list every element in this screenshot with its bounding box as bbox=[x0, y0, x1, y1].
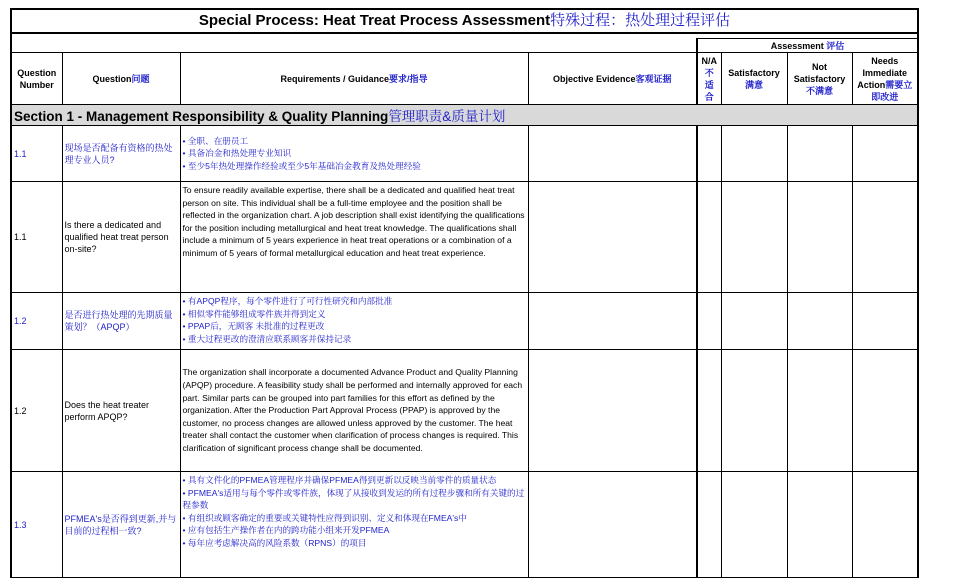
needs-action-cell[interactable] bbox=[852, 350, 918, 472]
evidence-cell[interactable] bbox=[528, 182, 697, 293]
title-en: Special Process: Heat Treat Process Assessment bbox=[198, 12, 551, 29]
question-number: 1.2 bbox=[11, 293, 62, 350]
question-text: PFMEA's是否得到更新,并与目前的过程相一致? bbox=[62, 472, 180, 578]
satisfactory-cell[interactable] bbox=[721, 126, 787, 182]
na-cell[interactable] bbox=[697, 126, 721, 182]
not-satisfactory-cell[interactable] bbox=[787, 293, 852, 350]
satisfactory-cell[interactable] bbox=[721, 293, 787, 350]
not-satisfactory-cell[interactable] bbox=[787, 350, 852, 472]
not-satisfactory-cell[interactable] bbox=[787, 472, 852, 578]
guidance-text: • 具有文件化的PFMEA管理程序并确保PFMEA得到更新以反映当前零件的质量状态 • PFMEA's适用与每个零件或零件族，体现了从接收到发运的所有过程步骤和所有关键的过程参数 • 有组织或顾客确定的重要或关键特性应得到识别、定义和体现在FMEA's中 • 应有包括生产操作者在内的跨功能小组来开发PFMEA • 每年应考虑解决高的风险系数（RPNS）的项目 bbox=[180, 472, 528, 578]
guidance-text: The organization shall incorporate a documented Advance Product and Quality Planning (APQP) procedure. A feasibility study shall be performed and internally approved for each part. Similar parts can be grouped into part families for this effort as defined by the organization. After the Production Part Approval Process (PPAP) is approved by the customer, no process changes are allowed unless approved by the customer. The heat treater shall contact the customer when clarification of process changes is required. This clarification of significant process change shall be documented. bbox=[180, 350, 528, 472]
col-na: N/A 不适合 bbox=[697, 53, 721, 105]
evidence-cell[interactable] bbox=[528, 293, 697, 350]
question-number: 1.1 bbox=[11, 182, 62, 293]
na-cell[interactable] bbox=[697, 182, 721, 293]
evidence-cell[interactable] bbox=[528, 350, 697, 472]
not-satisfactory-cell[interactable] bbox=[787, 126, 852, 182]
col-not-satisfactory: Not Satisfactory 不满意 bbox=[787, 53, 852, 105]
col-satisfactory: Satisfactory 满意 bbox=[721, 53, 787, 105]
section-title-en: Section 1 - Management Responsibility & Quality Planning bbox=[14, 109, 389, 124]
col-requirements: Requirements / Guidance要求/指导 bbox=[180, 53, 528, 105]
evidence-cell[interactable] bbox=[528, 126, 697, 182]
question-text: Is there a dedicated and qualified heat treat person on-site? bbox=[62, 182, 180, 293]
assessment-group-header bbox=[697, 39, 918, 53]
na-cell[interactable] bbox=[697, 350, 721, 472]
col-question-number: Question Number bbox=[11, 53, 62, 105]
question-text: 现场是否配备有资格的热处理专业人员? bbox=[62, 126, 180, 182]
evidence-cell[interactable] bbox=[528, 472, 697, 578]
assessment-label-en: Assessment bbox=[770, 41, 824, 51]
title-cn: 特殊过程：热处理过程评估 bbox=[550, 12, 731, 29]
needs-action-cell[interactable] bbox=[852, 182, 918, 293]
table-row bbox=[11, 126, 918, 182]
table-row bbox=[11, 182, 918, 293]
question-number: 1.3 bbox=[11, 472, 62, 578]
not-satisfactory-cell[interactable] bbox=[787, 182, 852, 293]
guidance-text: • 全职、在册员工 • 具备冶金和热处理专业知识 • 至少5年热处理操作经验或至少5年基础冶金教育及热处理经验 bbox=[180, 126, 528, 182]
satisfactory-cell[interactable] bbox=[721, 472, 787, 578]
assessment-table bbox=[10, 38, 919, 578]
table-row bbox=[11, 350, 918, 472]
guidance-text: • 有APQP程序，每个零件进行了可行性研究和内部批准 • 相似零件能够组成零件族并得到定义 • PPAP后，无顾客 未批准的过程更改 • 重大过程更改的澄清应联系顾客并保持记录 bbox=[180, 293, 528, 350]
needs-action-cell[interactable] bbox=[852, 472, 918, 578]
guidance-text: To ensure readily available expertise, there shall be a dedicated and qualified heat treat person on site. This individual shall be a full-time employee and the position shall be reflected in the organization chart. A job description shall exist identifying the qualifications for the position including metallurgical and heat treat knowledge. The qualifications shall include a minimum of 5 years experience in heat treat operations or a combination of a minimum of 5 years of formal metallurgical education and heat treat experience. bbox=[180, 182, 528, 293]
sheet-title bbox=[10, 8, 919, 34]
section-title-cn: 管理职责&质量计划 bbox=[388, 109, 506, 124]
needs-action-cell[interactable] bbox=[852, 293, 918, 350]
section-header bbox=[11, 105, 918, 126]
table-row bbox=[11, 472, 918, 578]
satisfactory-cell[interactable] bbox=[721, 182, 787, 293]
na-cell[interactable] bbox=[697, 472, 721, 578]
header-spacer bbox=[11, 39, 697, 53]
col-needs-action: Needs Immediate Action需要立即改进 bbox=[852, 53, 918, 105]
question-text: 是否进行热处理的先期质量策划？（APQP） bbox=[62, 293, 180, 350]
needs-action-cell[interactable] bbox=[852, 126, 918, 182]
assessment-label-cn: 评估 bbox=[826, 41, 845, 51]
question-text: Does the heat treater perform APQP? bbox=[62, 350, 180, 472]
satisfactory-cell[interactable] bbox=[721, 350, 787, 472]
question-number: 1.1 bbox=[11, 126, 62, 182]
table-row bbox=[11, 293, 918, 350]
na-cell[interactable] bbox=[697, 293, 721, 350]
col-question: Question问题 bbox=[62, 53, 180, 105]
col-evidence: Objective Evidence客观证据 bbox=[528, 53, 697, 105]
question-number: 1.2 bbox=[11, 350, 62, 472]
